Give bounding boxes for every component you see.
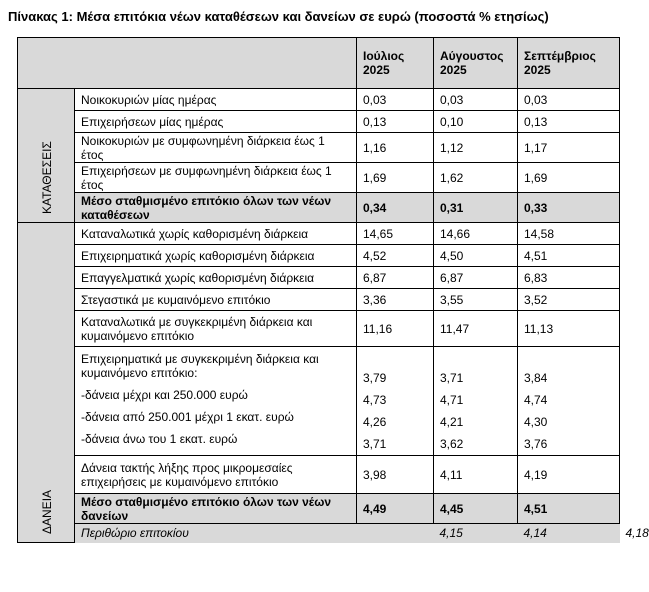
rate-cell: 11,13 — [518, 311, 620, 347]
rate-cell: 1,69 — [357, 163, 434, 193]
rate-cell: 1,69 — [518, 163, 620, 193]
cell-line: 4,21 — [440, 415, 464, 429]
table-row — [18, 223, 620, 245]
business-group-row — [18, 347, 620, 456]
col-header-august: Αύγουστος 2025 — [434, 38, 518, 89]
rate-cell: 3,36 — [357, 289, 434, 311]
rate-cell: 1,17 — [518, 133, 620, 163]
rate-cell: 14,66 — [434, 223, 518, 245]
table-title: Πίνακας 1: Μέσα επιτόκια νέων καταθέσεων και δανείων σε ευρώ (ποσοστά % ετησίως) — [8, 9, 549, 24]
rate-cell: 4,51 — [518, 245, 620, 267]
deposits-average-row — [18, 193, 620, 223]
loans-section-label — [18, 223, 75, 543]
row-label: Επιχειρήσεων μίας ημέρας — [75, 111, 357, 133]
rate-cell: 4,50 — [434, 245, 518, 267]
rate-cell: 3,55 — [434, 289, 518, 311]
rate-cell — [357, 347, 434, 456]
rate-cell — [518, 347, 620, 456]
cell-line: -δάνεια μέχρι και 250.000 ευρώ — [81, 388, 248, 402]
row-label: Επιχειρήσεων με συμφωνημένη διάρκεια έως 1 έτος — [75, 163, 357, 193]
rate-cell: 6,87 — [434, 267, 518, 289]
row-label — [75, 347, 357, 456]
rate-cell: 0,13 — [357, 111, 434, 133]
rate-cell: 11,16 — [357, 311, 434, 347]
rate-cell: 0,33 — [518, 193, 620, 223]
rate-cell: 14,58 — [518, 223, 620, 245]
rate-cell: 0,10 — [434, 111, 518, 133]
header-row — [18, 38, 620, 89]
table-row — [18, 311, 620, 347]
cell-line: 3,71 — [363, 437, 387, 451]
loans-average-row — [18, 494, 620, 524]
row-label: Στεγαστικά με κυμαινόμενο επιτόκιο — [75, 289, 357, 311]
row-label: Μέσο σταθμισμένο επιτόκιο όλων των νέων καταθέσεων — [75, 193, 357, 223]
rate-cell: 0,03 — [357, 89, 434, 111]
cell-line: 4,74 — [524, 393, 548, 407]
row-label: Δάνεια τακτής λήξης προς μικρομεσαίες επιχειρήσεις με κυμαινόμενο επιτόκιο — [75, 456, 357, 494]
rate-cell: 0,13 — [518, 111, 620, 133]
cell-line: 3,79 — [363, 371, 387, 385]
table-row — [18, 456, 620, 494]
cell-line: 3,71 — [440, 371, 464, 385]
row-label: Καταναλωτικά με συγκεκριμένη διάρκεια και κυμαινόμενο επιτόκιο — [75, 311, 357, 347]
header-blank — [18, 38, 357, 89]
row-label: Μέσο σταθμισμένο επιτόκιο όλων των νέων δανείων — [75, 494, 357, 524]
cell-line: 4,30 — [524, 415, 548, 429]
cell-line: -δάνεια από 250.001 μέχρι 1 εκατ. ευρώ — [81, 410, 294, 424]
col-header-july: Ιούλιος 2025 — [357, 38, 434, 89]
rate-cell: 6,83 — [518, 267, 620, 289]
rate-cell: 3,52 — [518, 289, 620, 311]
row-label: Επαγγελματικά χωρίς καθορισμένη διάρκεια — [75, 267, 357, 289]
table-row — [18, 245, 620, 267]
cell-line: -δάνεια άνω του 1 εκατ. ευρώ — [81, 432, 238, 446]
rate-cell: 0,34 — [357, 193, 434, 223]
rate-cell: 1,62 — [434, 163, 518, 193]
row-label: Επιχειρηματικά χωρίς καθορισμένη διάρκεια — [75, 245, 357, 267]
rate-cell: 11,47 — [434, 311, 518, 347]
col-header-september: Σεπτέμβριος 2025 — [518, 38, 620, 89]
cell-line: 3,84 — [524, 371, 548, 385]
rate-cell: 4,15 — [434, 524, 518, 543]
rate-cell: 1,12 — [434, 133, 518, 163]
table-row — [18, 89, 620, 111]
section-label-text: ΚΑΤΑΘΕΣΕΙΣ — [40, 141, 54, 214]
row-label: Νοικοκυριών μίας ημέρας — [75, 89, 357, 111]
rate-cell: 14,65 — [357, 223, 434, 245]
row-label: Καταναλωτικά χωρίς καθορισμένη διάρκεια — [75, 223, 357, 245]
table-row — [18, 111, 620, 133]
rate-cell: 6,87 — [357, 267, 434, 289]
rate-cell: 4,11 — [434, 456, 518, 494]
rate-cell — [434, 347, 518, 456]
row-label: Νοικοκυριών με συμφωνημένη διάρκεια έως 1 έτος — [75, 133, 357, 163]
margin-label: Περιθώριο επιτοκίου — [75, 524, 434, 543]
rate-cell: 4,19 — [518, 456, 620, 494]
rate-cell: 0,03 — [518, 89, 620, 111]
margin-row: Περιθώριο επιτοκίου 4,15 4,14 4,18 — [18, 524, 620, 543]
rate-cell: 0,03 — [434, 89, 518, 111]
cell-line: 4,71 — [440, 393, 464, 407]
table-row — [18, 267, 620, 289]
table-row — [18, 133, 620, 163]
cell-line: 3,76 — [524, 437, 548, 451]
cell-line: 4,26 — [363, 415, 387, 429]
rate-cell: 0,31 — [434, 193, 518, 223]
table-row — [18, 289, 620, 311]
cell-line: 4,73 — [363, 393, 387, 407]
rate-cell: 4,52 — [357, 245, 434, 267]
cell-line: 3,62 — [440, 437, 464, 451]
rate-cell: 4,45 — [434, 494, 518, 524]
rate-cell: 4,49 — [357, 494, 434, 524]
cell-line: Επιχειρηματικά με συγκεκριμένη διάρκεια και κυμαινόμενο επιτόκιο: — [81, 352, 319, 380]
rate-cell: 1,16 — [357, 133, 434, 163]
rate-cell: 3,98 — [357, 456, 434, 494]
section-label-text: ΔΑΝΕΙΑ — [40, 489, 54, 534]
rate-cell: 4,14 — [518, 524, 620, 543]
table-row — [18, 163, 620, 193]
deposits-section-label — [18, 89, 75, 223]
rate-cell: 4,51 — [518, 494, 620, 524]
rates-table — [17, 37, 649, 543]
